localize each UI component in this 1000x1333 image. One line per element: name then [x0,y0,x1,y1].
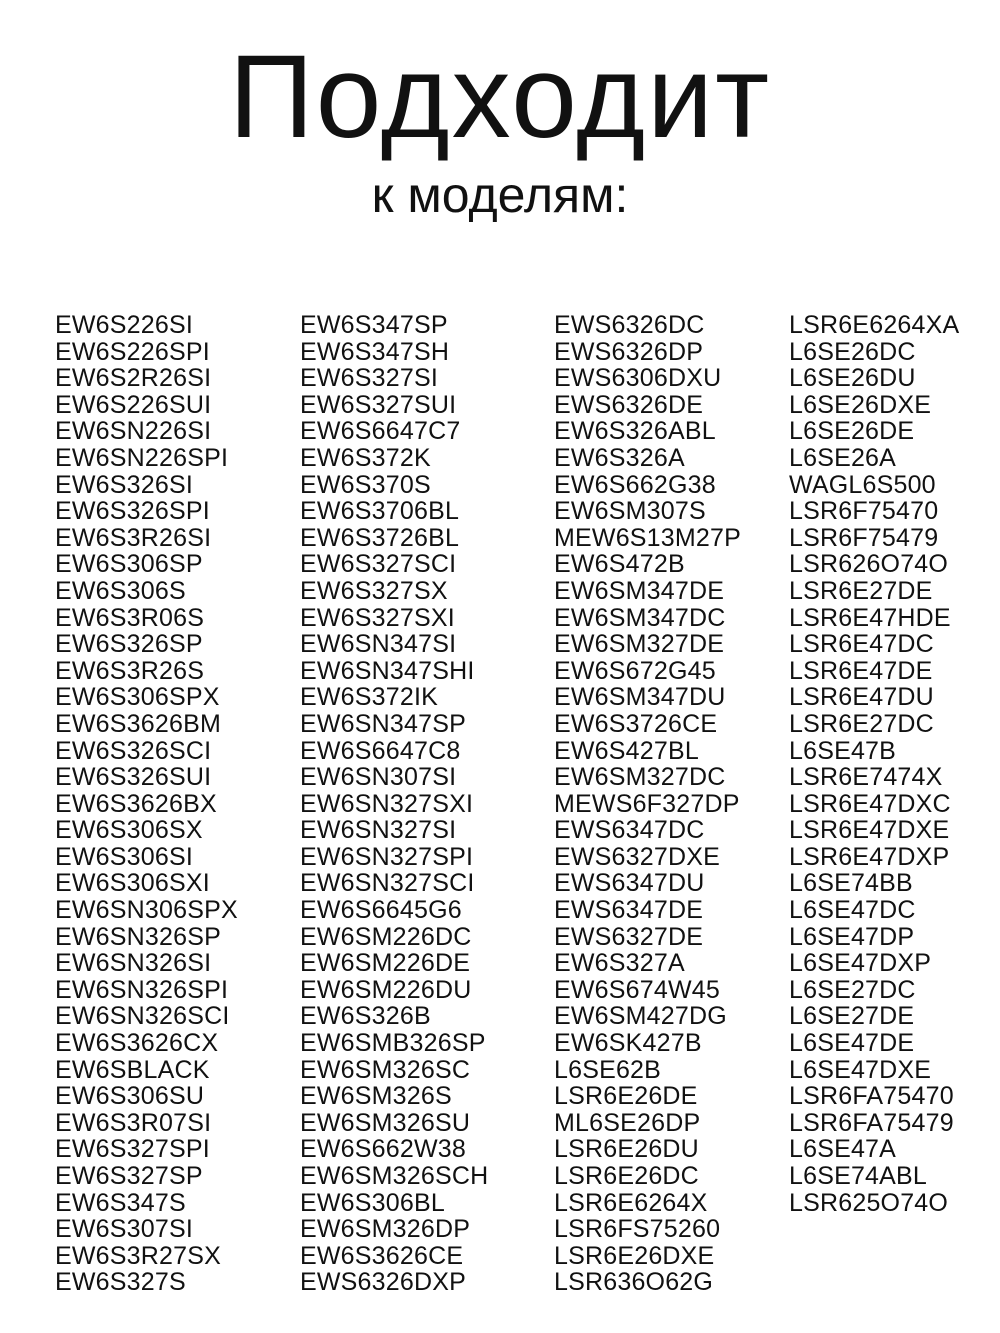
model-item: L6SE74BB [789,869,913,898]
model-item: EW6SN326SPI [55,975,229,1004]
model-item: LSR6FS75260 [554,1215,721,1244]
model-item: LSR6E7474X [789,763,943,792]
model-item: EW6SN326SI [55,949,212,978]
model-item: EW6SN306SPX [55,896,238,925]
model-item: EW6SM427DG [554,1002,727,1031]
page-title: Подходит [228,31,772,163]
model-item: EW6SN226SPI [55,443,229,472]
model-item: EW6S307SI [55,1215,193,1244]
model-item: EW6S662W38 [300,1135,466,1164]
model-item: L6SE47DP [789,922,915,951]
model-item: L6SE26DE [789,417,915,446]
model-item: EW6S347SH [300,337,450,366]
model-item: EW6S327SCI [300,550,457,579]
model-item: L6SE47DE [789,1029,915,1058]
model-item: L6SE27DE [789,1002,915,1031]
model-item: EWS6347DC [554,816,705,845]
model-item: EW6S306S [55,576,186,605]
model-item: EW6SN327SI [300,816,457,845]
model-item: EWS6327DXE [554,842,720,871]
model-item: EW6S347S [55,1188,186,1217]
model-item: LSR6FA75479 [789,1108,954,1137]
model-item: EW6SM226DC [300,922,472,951]
model-item: EW6S2R26SI [55,364,212,393]
model-item: LSR6E6264XA [789,311,960,339]
model-item: EW6SN347SHI [300,656,475,685]
model-item: EW6S662G38 [554,470,716,499]
model-item: LSR6E27DE [789,576,933,605]
model-item: LSR636O62G [554,1268,714,1297]
model-item: WAGL6S500 [789,470,936,499]
model-item: EW6S326ABL [554,417,716,446]
model-item: EW6S6647C7 [300,417,461,446]
model-item: EW6SM226DE [300,949,471,978]
model-item: EW6S226SI [55,311,193,339]
model-item: EWS6326DE [554,390,704,419]
model-item: EW6SM307S [554,497,706,526]
model-item: EW6SN226SI [55,417,212,446]
model-item: EW6S327SI [300,364,438,393]
model-item: L6SE47DXE [789,1055,932,1084]
model-item: EW6S306SPX [55,683,220,712]
model-item: LSR6E47DXC [789,789,951,818]
model-item: LSR6E27DC [789,709,934,738]
model-item: L6SE47DC [789,896,916,925]
model-item: EW6SN326SP [55,922,221,951]
model-item: EWS6327DE [554,922,704,951]
model-item: EW6S372K [300,443,431,472]
model-item: EW6S226SPI [55,337,210,366]
model-item: EWS6326DXP [300,1268,466,1297]
model-item: EW6S347SP [300,311,448,339]
model-item: EW6SM326S [300,1082,452,1111]
model-item: EW6S327SP [55,1162,203,1190]
model-column-1 [55,312,238,1296]
model-item: LSR6F75479 [789,523,939,552]
model-item: EW6SM326DP [300,1215,471,1244]
model-item: EW6S306SP [55,550,203,579]
model-item: EW6S472B [554,550,685,579]
model-item: EW6S3626CX [55,1029,219,1058]
model-item: EWS6347DE [554,896,704,925]
model-item: EW6S306SU [55,1082,205,1111]
model-column-4 [789,312,959,1216]
model-item: EW6SBLACK [55,1055,210,1084]
model-item: LSR6E26DU [554,1135,699,1164]
model-item: EW6S3R26SI [55,523,212,552]
model-item: EW6S672G45 [554,656,716,685]
model-item: L6SE47DXP [789,949,932,978]
model-item: L6SE26A [789,443,897,472]
model-item: EW6S327SUI [300,390,457,419]
model-item: EW6S3626BM [55,709,221,738]
model-item: LSR626O74O [789,550,949,579]
model-item: EW6SN326SCI [55,1002,230,1031]
model-item: EW6SN327SPI [300,842,474,871]
model-item: L6SE26DXE [789,390,932,419]
model-item: EW6S3R07SI [55,1108,212,1137]
model-item: LSR6E47HDE [789,603,951,632]
model-item: L6SE47B [789,736,897,765]
model-item: LSR6E47DE [789,656,933,685]
model-item: EW6SM347DU [554,683,726,712]
model-item: EW6SM347DE [554,576,725,605]
model-item: L6SE74ABL [789,1162,928,1190]
model-item: EW6S327SXI [300,603,455,632]
model-item: LSR6E6264X [554,1188,708,1217]
model-item: EW6S327SPI [55,1135,210,1164]
model-item: EWS6347DU [554,869,705,898]
model-item: L6SE26DU [789,364,916,393]
model-item: EW6S326SCI [55,736,212,765]
model-item: EW6S327SX [300,576,448,605]
model-item: EW6S326SI [55,470,193,499]
model-item: EW6S306BL [300,1188,445,1217]
model-item: LSR6E47DC [789,630,934,659]
model-item: EW6S326SP [55,630,203,659]
model-item: EWS6326DP [554,337,704,366]
model-item: L6SE26DC [789,337,916,366]
model-item: EW6S3726CE [554,709,718,738]
model-item: EW6S326B [300,1002,431,1031]
model-item: EW6SM327DE [554,630,725,659]
model-item: EW6S326SUI [55,763,212,792]
model-item: LSR6E47DU [789,683,934,712]
model-item: EW6SN347SI [300,630,457,659]
model-item: L6SE27DC [789,975,916,1004]
model-item: LSR6E26DXE [554,1241,715,1270]
model-item: EWS6326DC [554,311,705,339]
model-item: MEWS6F327DP [554,789,740,818]
model-item: EW6S306SI [55,842,193,871]
model-item: EW6S3R06S [55,603,205,632]
model-item: EW6S6645G6 [300,896,462,925]
model-item: LSR6FA75470 [789,1082,954,1111]
model-column-3 [554,312,741,1296]
model-item: EWS6306DXU [554,364,722,393]
model-item: EW6SM327DC [554,763,726,792]
model-item: EW6SM326SU [300,1108,471,1137]
model-item: LSR6F75470 [789,497,939,526]
model-item: EW6S3R26S [55,656,205,685]
model-item: EW6S3706BL [300,497,460,526]
model-item: EW6S370S [300,470,431,499]
model-item: EW6S6647C8 [300,736,461,765]
model-item: EW6S306SX [55,816,203,845]
model-item: LSR6E26DE [554,1082,698,1111]
model-item: MEW6S13M27P [554,523,741,552]
model-item: EW6S306SXI [55,869,210,898]
model-item: EW6S326SPI [55,497,210,526]
model-item: ML6SE26DP [554,1108,701,1137]
model-item: EW6SN347SP [300,709,466,738]
model-item: EW6SMB326SP [300,1029,486,1058]
model-item: EW6S3726BL [300,523,460,552]
model-item: LSR625O74O [789,1188,949,1217]
model-item: EW6SM326SCH [300,1162,489,1190]
model-item: EW6S3R27SX [55,1241,221,1270]
model-item: EW6SN327SCI [300,869,475,898]
model-item: LSR6E47DXE [789,816,950,845]
model-column-2 [300,312,488,1296]
model-item: EW6S3626CE [300,1241,464,1270]
model-item: LSR6E47DXP [789,842,950,871]
model-item: EW6S327S [55,1268,186,1297]
model-item: EW6S372IK [300,683,438,712]
page-subtitle: к моделям: [371,167,629,223]
model-item: LSR6E26DC [554,1162,699,1190]
model-item: EW6S427BL [554,736,699,765]
model-item: EW6SK427B [554,1029,702,1058]
model-item: L6SE62B [554,1055,662,1084]
model-item: EW6S674W45 [554,975,720,1004]
model-item: EW6S326A [554,443,685,472]
model-item: EW6SM347DC [554,603,726,632]
model-item: EW6SM326SC [300,1055,471,1084]
model-item: EW6SN307SI [300,763,457,792]
model-item: L6SE47A [789,1135,897,1164]
model-item: EW6S226SUI [55,390,212,419]
model-item: EW6SN327SXI [300,789,474,818]
model-item: EW6S327A [554,949,685,978]
model-item: EW6SM226DU [300,975,472,1004]
model-item: EW6S3626BX [55,789,217,818]
